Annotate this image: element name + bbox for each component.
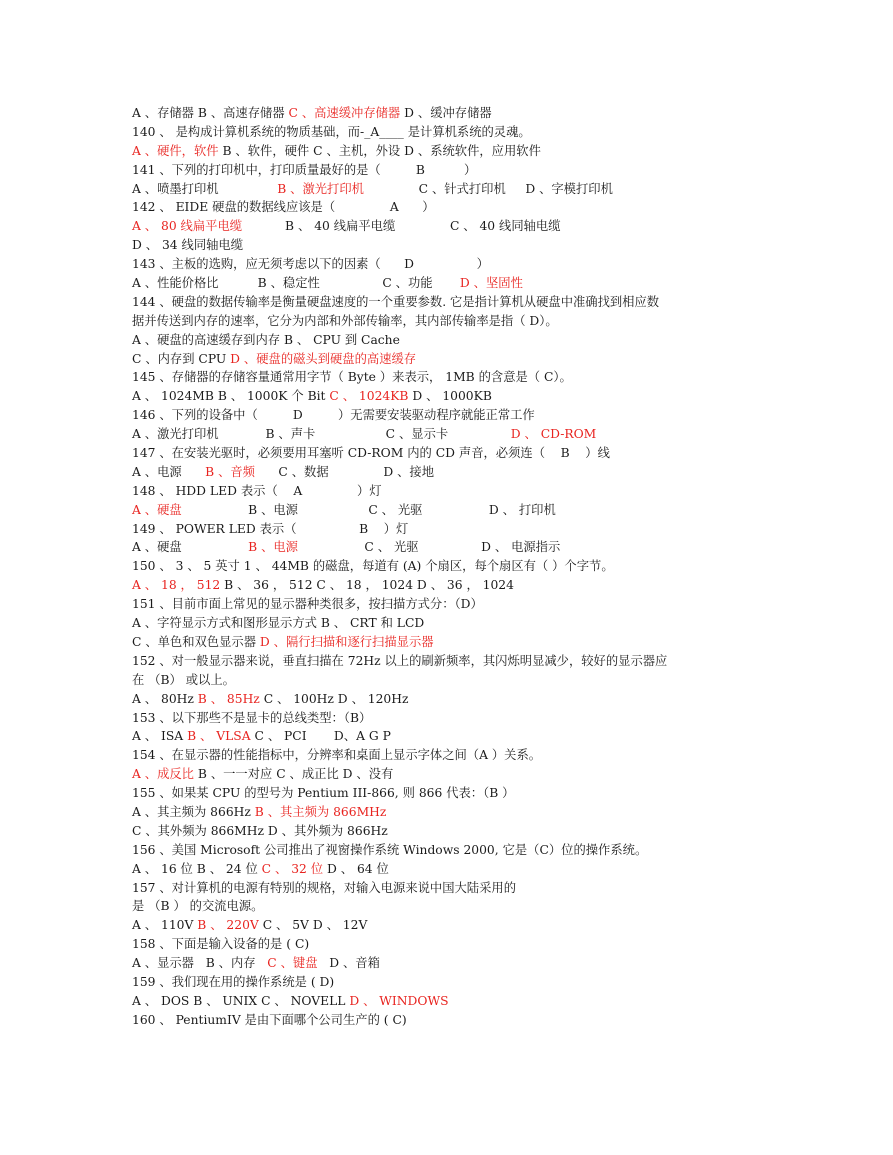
text-line [132,614,772,633]
text-segment: C 、 光驱 D 、 电源指示 [297,540,561,555]
text-segment: A 、 16 位 B 、 24 位 [132,861,262,876]
text-line [132,312,772,331]
text-line [132,973,772,992]
text-segment: 145 、存储器的存储容量通常用字节（ Byte ）来表示， 1MB 的含意是（ C）。 [132,370,572,385]
text-line [132,897,772,916]
answer-highlight: A 、 80 线扁平电缆 [132,219,243,234]
text-segment: A 、 DOS B 、 UNIX C 、 NOVELL [132,993,350,1008]
text-segment: A 、硬盘 [132,540,249,555]
text-line [132,236,772,255]
text-line [132,822,772,841]
text-line [132,746,772,765]
text-line [132,803,772,822]
text-line [132,879,772,898]
text-segment: 据并传送到内存的速率，它分为内部和外部传输率，其内部传输率是指（ D）。 [132,313,558,328]
text-segment: A 、性能价格比 B 、稳定性 C 、功能 [132,276,460,291]
answer-highlight: B 、 VLSA [187,729,251,744]
text-line [132,142,772,161]
text-segment: A 、存储器 B 、高速存储器 [132,106,289,120]
text-line [132,841,772,860]
text-line [132,727,772,746]
answer-highlight: B 、电源 [248,540,298,555]
text-line [132,538,772,557]
text-segment: 150 、 3 、 5 英寸 1 、 44MB 的磁盘，每道有 (A) 个扇区，每个扇区有（ ）个字节。 [132,559,614,574]
text-segment: 140 、 是构成计算机系统的物质基础，而-_A____ 是计算机系统的灵魂。 [132,124,531,139]
answer-highlight: C 、 32 位 [261,861,324,876]
text-segment: 146 、下列的设备中（ D ）无需要安装驱动程序就能正常工作 [132,408,535,423]
text-segment: 151 、目前市面上常见的显示器种类很多，按扫描方式分：（D） [132,597,483,612]
answer-highlight: B 、激光打印机 [277,181,364,196]
text-line [132,180,772,199]
text-segment: A 、喷墨打印机 [132,181,278,196]
text-segment: C 、 PCI D、A G P [250,729,391,744]
text-segment: 141 、下列的打印机中，打印质量最好的是（ B ） [132,162,477,177]
text-segment: 147 、在安装光驱时，必须要用耳塞听 CD-ROM 内的 CD 声音，必须连（ B ）线 [132,446,610,461]
text-line [132,425,772,444]
text-line [132,520,772,539]
answer-highlight: A 、成反比 [132,767,194,782]
text-line [132,406,772,425]
text-line [132,104,772,123]
text-line [132,293,772,312]
text-segment: 157 、对计算机的电源有特别的规格，对输入电源来说中国大陆采用的 [132,880,516,895]
text-line [132,935,772,954]
text-segment: C 、数据 D 、接地 [254,464,435,479]
text-line [132,690,772,709]
text-line [132,576,772,595]
text-line [132,1011,772,1030]
answer-highlight: C 、 1024KB [329,389,409,404]
text-segment: 160 、 PentiumIV 是由下面哪个公司生产的 ( C) [132,1012,407,1027]
answer-highlight: A 、硬件，软件 [132,143,219,158]
text-line [132,633,772,652]
text-segment: 152 、对一般显示器来说，垂直扫描在 72Hz 以上的刷新频率，其闪烁明显减少，较好的显示器应 [132,653,668,668]
text-segment: A 、 80Hz [132,691,198,706]
text-segment: 159 、我们现在用的操作系统是 ( D) [132,974,335,989]
text-line [132,916,772,935]
text-segment: A 、电源 [132,464,206,479]
text-segment: 149 、 POWER LED 表示（ B ）灯 [132,521,409,536]
text-segment: 是 （B ） 的交流电源。 [132,899,264,914]
text-line [132,123,772,142]
text-line [132,671,772,690]
text-line [132,954,772,973]
text-segment: A 、显示器 B 、内存 [132,956,268,971]
text-segment: C 、针式打印机 D 、字模打印机 [363,181,613,196]
text-segment: 在 （B） 或以上。 [132,672,235,687]
answer-highlight: B 、 220V [197,918,259,933]
text-segment: 155 、如果某 CPU 的型号为 Pentium III-866, 则 866 代表：（B ） [132,786,515,801]
answer-highlight: D 、硬盘的磁头到硬盘的高速缓存 [230,351,417,366]
text-segment: 158 、下面是输入设备的是 ( C) [132,937,310,952]
answer-highlight: B 、音频 [205,464,255,479]
text-line [132,255,772,274]
answer-highlight: D 、隔行扫描和逐行扫描显示器 [259,634,434,649]
text-segment: C 、 100Hz D 、 120Hz [259,691,409,706]
text-segment: A 、 ISA [132,729,188,744]
text-segment: B 、软件，硬件 C 、主机，外设 D 、系统软件，应用软件 [218,143,541,158]
text-segment: 142 、 EIDE 硬盘的数据线应该是（ A ） [132,200,435,215]
text-line [132,161,772,180]
answer-highlight: D 、 WINDOWS [349,993,449,1008]
text-segment: 154 、在显示器的性能指标中，分辨率和桌面上显示字体之间（A ）关系。 [132,748,542,763]
text-line [132,557,772,576]
text-segment: B 、一一对应 C 、成正比 D 、没有 [193,767,394,782]
text-segment: 143 、主板的选购，应无须考虑以下的因素（ D ） [132,257,489,272]
text-segment: A 、激光打印机 B 、声卡 C 、显示卡 [132,427,511,442]
text-line [132,444,772,463]
text-line [132,350,772,369]
text-segment: D 、 64 位 [323,861,389,876]
text-line [132,652,772,671]
text-segment: D 、 1000KB [408,389,492,404]
text-segment: A 、 110V [132,918,198,933]
text-line [132,198,772,217]
text-line [132,501,772,520]
text-segment: 148 、 HDD LED 表示（ A ）灯 [132,483,382,498]
text-line [132,331,772,350]
text-segment: A 、硬盘的高速缓存到内存 B 、 CPU 到 Cache [132,332,400,347]
answer-highlight: D 、 CD-ROM [510,427,597,442]
answer-highlight: C 、键盘 [267,956,318,971]
answer-highlight: C 、高速缓冲存储器 [288,106,401,120]
answer-highlight: A 、硬盘 [132,502,182,517]
text-line [132,765,772,784]
text-line [132,217,772,236]
text-segment: B 、 36 ， 512 C 、 18 ， 1024 D 、 36 ， 1024 [220,578,514,593]
text-segment: C 、 5V D 、 12V [258,918,368,933]
answer-highlight: B 、其主频为 866MHz [254,804,387,819]
text-line [132,463,772,482]
text-segment: C 、内存到 CPU [132,351,231,366]
answer-highlight: B 、 85Hz [197,691,260,706]
text-segment: A 、 1024MB B 、 1000K 个 Bit [132,389,330,404]
text-line [132,860,772,879]
text-segment: D 、音箱 [317,956,380,971]
text-segment: 153 、以下那些不是显卡的总线类型：（B） [132,710,372,725]
answer-highlight: D 、坚固性 [459,276,523,291]
text-segment: A 、其主频为 866Hz [132,804,255,819]
text-segment: B 、 40 线扁平电缆 C 、 40 线同轴电缆 [242,219,561,234]
text-line [132,709,772,728]
text-segment: D 、 34 线同轴电缆 [132,238,244,253]
text-segment: C 、单色和双色显示器 [132,634,260,649]
text-segment: D 、缓冲存储器 [400,106,492,120]
text-segment: C 、其外频为 866MHz D 、其外频为 866Hz [132,823,388,838]
text-segment: A 、字符显示方式和图形显示方式 B 、 CRT 和 LCD [132,616,425,631]
text-segment: B 、电源 C 、 光驱 D 、 打印机 [181,502,556,517]
text-line [132,387,772,406]
text-segment: 156 、美国 Microsoft 公司推出了视窗操作系统 Windows 2000, 它是（C）位的操作系统。 [132,842,648,857]
text-line [132,368,772,387]
text-line [132,595,772,614]
answer-highlight: A 、 18 ， 512 [132,578,221,593]
text-segment: 144 、硬盘的数据传输率是衡量硬盘速度的一个重要参数. 它是指计算机从硬盘中准确找到相应数 [132,294,660,309]
text-line [132,482,772,501]
text-line [132,992,772,1011]
text-line [132,274,772,293]
text-line [132,784,772,803]
document-page [132,104,772,1030]
